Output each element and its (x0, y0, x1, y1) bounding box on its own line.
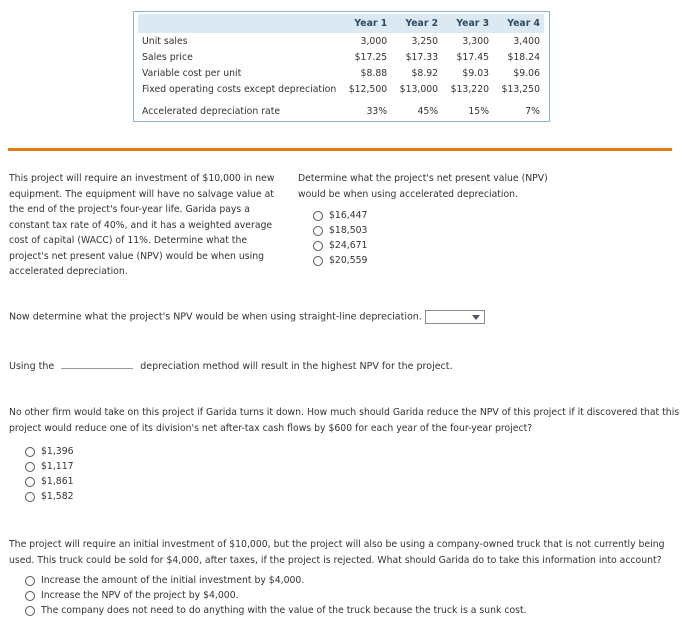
q1-option[interactable]: $18,503 (313, 223, 367, 238)
row-label: Sales price (142, 51, 193, 63)
q1-options (313, 208, 367, 268)
header-year-4: Year 4 (507, 18, 540, 29)
question-2: Now determine what the project's NPV would be when using straight-line depreciation. (9, 310, 485, 324)
table-header-row (138, 14, 544, 33)
question-4: No other firm would take on this project if Garida turns it down. How much should Garida reduce the NPV of this project if it discovered that this project would reduce one of its division's net after-tax cash flows by $600 for each year of the four-year project? (9, 407, 680, 434)
cell: 15% (468, 105, 490, 117)
cell: 3,400 (513, 35, 540, 47)
section-divider (8, 148, 672, 151)
radio-icon[interactable] (313, 211, 323, 221)
radio-icon[interactable] (25, 591, 35, 601)
chevron-down-icon (472, 315, 480, 320)
q5-option[interactable]: Increase the amount of the initial investment by $4,000. (25, 573, 527, 588)
header-year-2: Year 2 (405, 18, 439, 29)
table-row-depreciation (138, 103, 544, 119)
radio-icon[interactable] (313, 226, 323, 236)
q5-options (25, 573, 527, 618)
radio-icon[interactable] (313, 256, 323, 266)
cell: $13,220 (450, 83, 490, 95)
project-data-table (138, 14, 544, 119)
cell: 7% (525, 105, 540, 117)
straight-line-npv-dropdown[interactable] (425, 310, 485, 324)
cell: 3,000 (360, 35, 388, 47)
radio-icon[interactable] (25, 492, 35, 502)
cell: $13,250 (501, 83, 540, 95)
cell: $17.25 (354, 51, 388, 63)
cell: $8.88 (360, 67, 388, 79)
q4-option[interactable]: $1,117 (25, 459, 74, 474)
row-label: Accelerated depreciation rate (142, 105, 281, 117)
row-label: Variable cost per unit (142, 67, 242, 79)
cell: $18.24 (507, 51, 540, 63)
radio-icon[interactable] (313, 241, 323, 251)
question-5: The project will require an initial investment of $10,000, but the project will also be using a company-owned truck that is not currently being used. This truck could be sold for $4,000, after taxes, if the project is rejected. What should Garida do to take this information into account? (9, 539, 665, 566)
radio-icon[interactable] (25, 462, 35, 472)
q4-options (25, 444, 74, 504)
table-row (138, 33, 544, 49)
cell: 45% (417, 105, 439, 117)
cell: $17.33 (405, 51, 439, 63)
q1-option[interactable]: $20,559 (313, 253, 367, 268)
cell: $8.92 (411, 67, 439, 79)
header-year-3: Year 3 (456, 18, 490, 29)
table-row (138, 65, 544, 81)
cell: $9.06 (513, 67, 540, 79)
q1-option[interactable]: $24,671 (313, 238, 367, 253)
radio-icon[interactable] (25, 447, 35, 457)
table-row (138, 81, 544, 97)
q4-option[interactable]: $1,861 (25, 474, 74, 489)
radio-icon[interactable] (25, 606, 35, 616)
q1-option[interactable]: $16,447 (313, 208, 367, 223)
question-3: Using the depreciation method will result in the highest NPV for the project. (9, 358, 453, 372)
q5-option[interactable]: Increase the NPV of the project by $4,000. (25, 588, 527, 603)
cell: 3,300 (462, 35, 490, 47)
row-label: Unit sales (142, 35, 188, 47)
cell: 3,250 (411, 35, 439, 47)
header-year-1: Year 1 (354, 18, 388, 29)
q4-option[interactable]: $1,582 (25, 489, 74, 504)
radio-icon[interactable] (25, 576, 35, 586)
problem-description: This project will require an investment of $10,000 in new equipment. The equipment will have no salvage value at the end of the project's four-year life. Garida pays a constant tax rate of 40%, and it has a weighted average cost of capital (WACC) of 11%. Determine what the project's net present value (NPV) would be when using accelerated depreciation. (9, 173, 275, 277)
table-row (138, 49, 544, 65)
cell: $13,000 (399, 83, 439, 95)
row-label: Fixed operating costs except depreciation (142, 83, 337, 95)
cell: $12,500 (348, 83, 388, 95)
q4-option[interactable]: $1,396 (25, 444, 74, 459)
question-1: Determine what the project's net present value (NPV) would be when using accelerated depreciation. (298, 173, 548, 200)
cell: 33% (366, 105, 388, 117)
radio-icon[interactable] (25, 477, 35, 487)
cell: $17.45 (456, 51, 490, 63)
cell: $9.03 (462, 67, 490, 79)
depreciation-method-blank[interactable] (61, 358, 133, 369)
q5-option[interactable]: The company does not need to do anything with the value of the truck because the truck is a sunk cost. (25, 603, 527, 618)
